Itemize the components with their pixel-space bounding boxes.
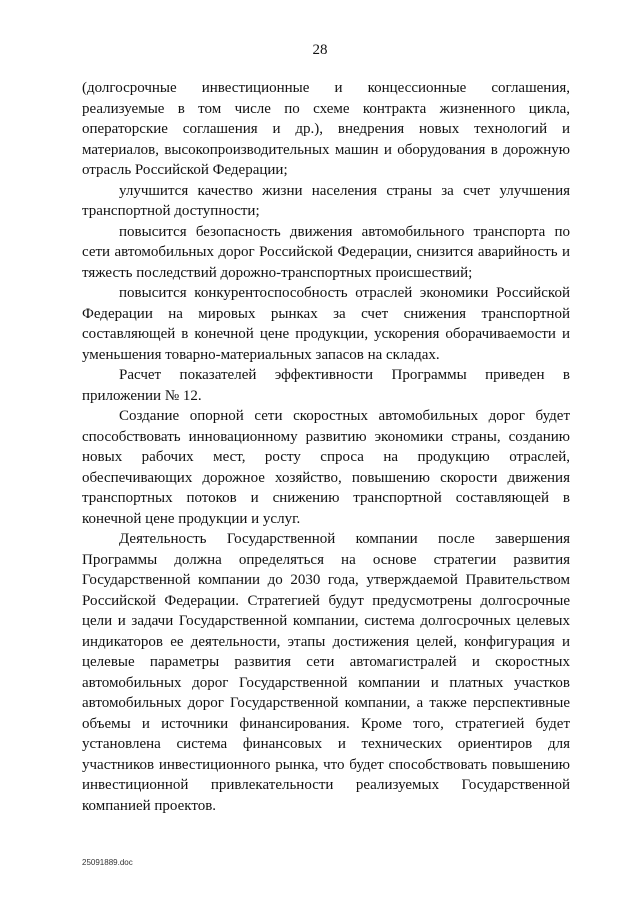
paragraph-company-strategy: Деятельность Государственной компании после завершения Программы должна определяться на основе стратегии развития Государственной компании до 2030 года, утверждаемой Правительством Российской Федерации. Стратегией будут предусмотрены долгосрочные цели и задачи Государственной компании, система долгосрочных целевых индикаторов ее деятельности, этапы достижения целей, конфигурация и целевые параметры развития сети автомагистралей и скоростных автомобильных дорог Государственной компании и платных участков автомобильных дорог Государственной компании, а также перспективные объемы и источники финансирования. Кроме того, стратегией будет установлена система финансовых и технических ориентиров для участников инвестиционного рынка, что будет способствовать повышению инвестиционной привлекательности реализуемых Государственной компанией проектов. xyxy=(82,531,570,814)
paragraph-competitiveness: повысится конкурентоспособность отраслей экономики Российской Федерации на мировых рынках за счет снижения транспортной составляющей в конечной цене продукции, ускорения оборачиваемости и уменьшения товарно-материальных запасов на складах. xyxy=(82,285,570,363)
paragraph-traffic-safety: повысится безопасность движения автомобильного транспорта по сети автомобильных дорог Российской Федерации, снизится аварийность и тяжесть последствий дорожно-транспортных происшествий; xyxy=(82,223,570,281)
body-text xyxy=(82,78,570,816)
paragraph-quality-of-life: улучшится качество жизни населения страны за счет улучшения транспортной доступности; xyxy=(82,182,570,219)
paragraph-continuation: (долгосрочные инвестиционные и концессионные соглашения, реализуемые в том числе по схеме контракта жизненного цикла, операторские соглашения и др.), внедрения новых технологий и материалов, высокопроизводительных машин и оборудования в дорожную отрасль Российской Федерации; xyxy=(82,80,570,178)
page-number: 28 xyxy=(312,42,328,58)
paragraph-indicators-reference: Расчет показателей эффективности Программы приведен в приложении № 12. xyxy=(82,367,570,404)
footer-filename: 25091889.doc xyxy=(82,858,133,867)
paragraph-highway-network: Создание опорной сети скоростных автомобильных дорог будет способствовать инновационному развитию экономики страны, созданию новых рабочих мест, росту спроса на продукцию отраслей, обеспечивающих дорожное хозяйство, повышению скорости движения транспортных потоков и снижению транспортной составляющей в конечной цене продукции и услуг. xyxy=(82,408,570,527)
